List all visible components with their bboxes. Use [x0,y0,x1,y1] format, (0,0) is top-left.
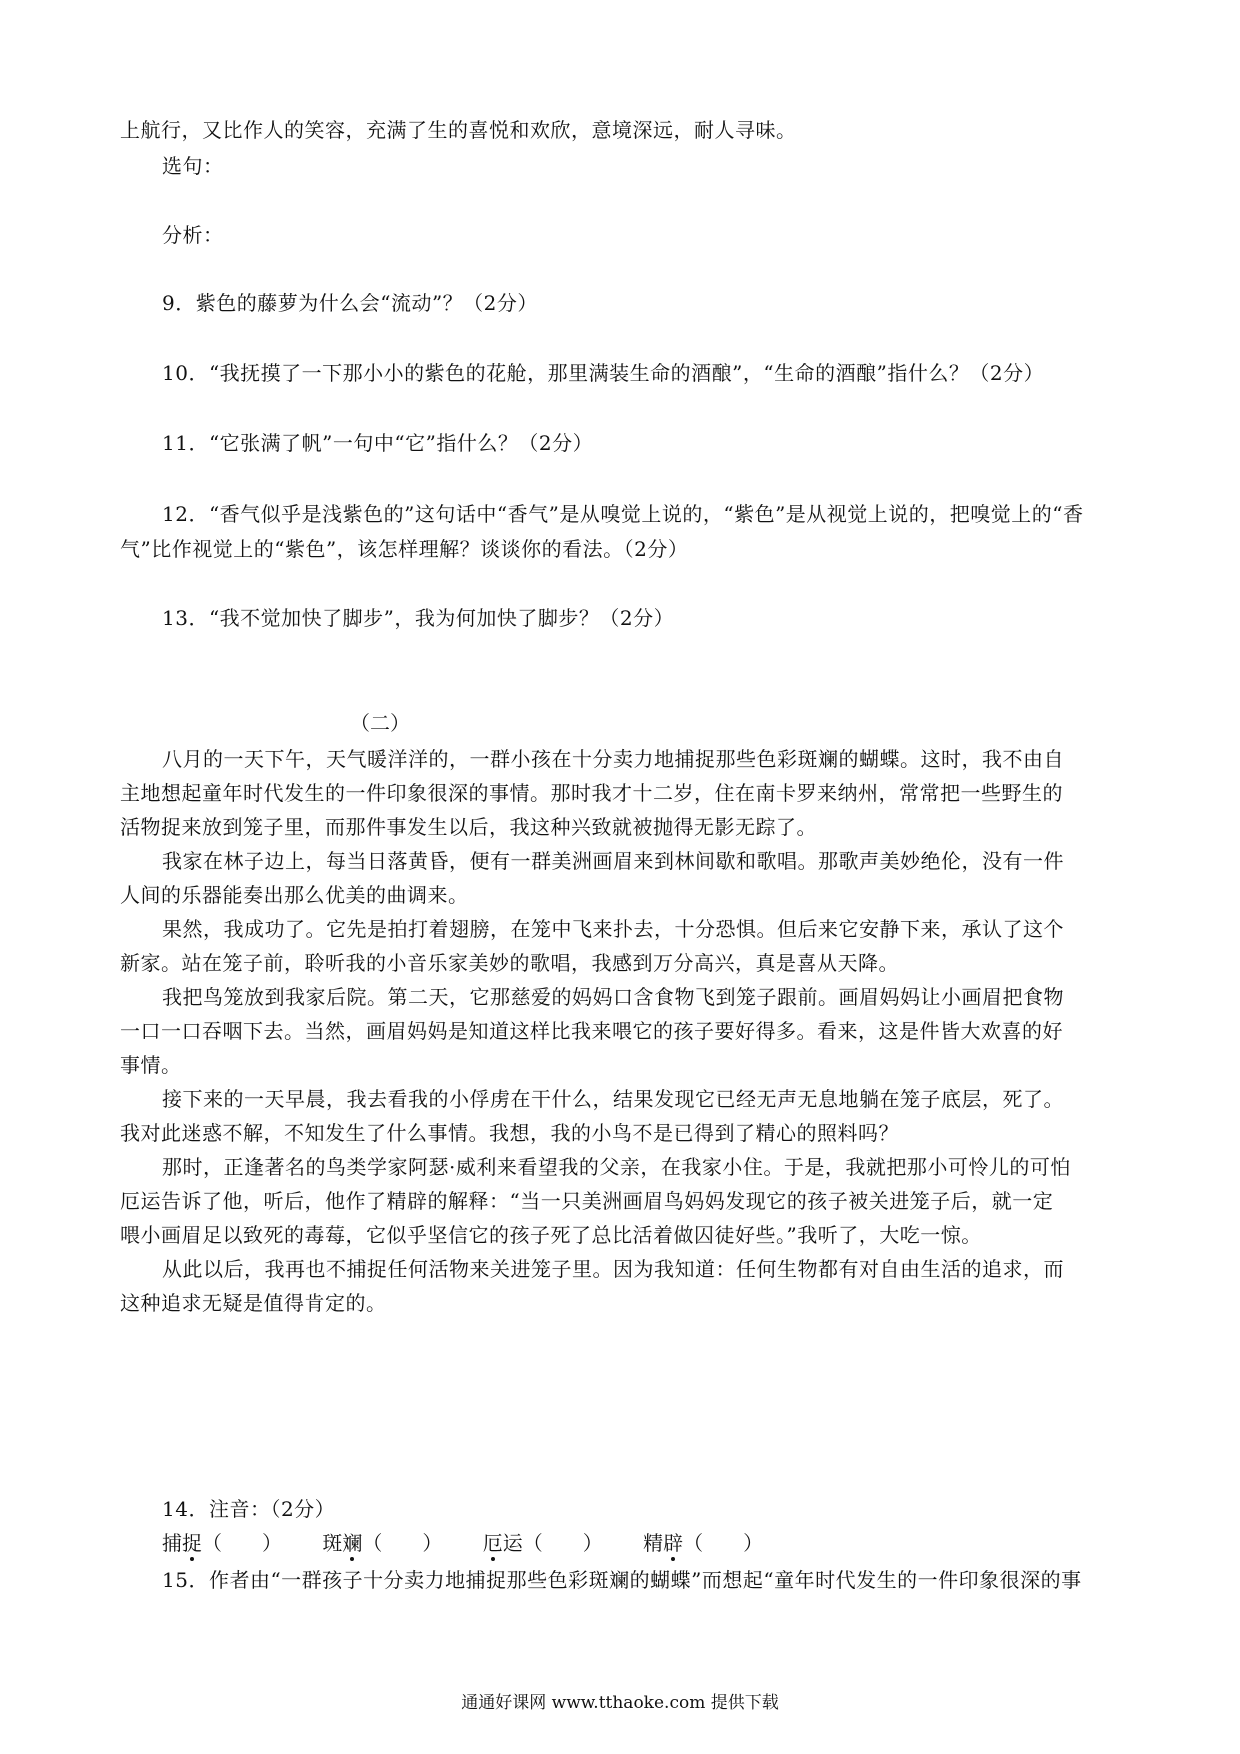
passage-line: 厄运告诉了他，听后，他作了精辟的解释：“当一只美洲画眉鸟妈妈发现它的孩子被关进笼子后，就一定 [120,1189,1054,1213]
passage-line: 从此以后，我再也不捕捉任何活物来关进笼子里。因为我知道：任何生物都有对自由生活的追求，而 [162,1257,1064,1281]
dotted-char: 厄 [482,1531,503,1555]
question-9: 9．紫色的藤萝为什么会“流动”？（2分） [162,291,538,315]
question-14-title: 14．注音：（2分） [162,1497,336,1521]
passage-line: 主地想起童年时代发生的一件印象很深的事情。那时我才十二岁，住在南卡罗来纳州，常常把一些野生的 [120,781,1063,805]
section-2-title: （二） [350,711,410,735]
pinyin-item-buzhuo [162,1530,282,1556]
question-11: 11．“它张满了帆”一句中“它”指什么？（2分） [162,431,594,455]
answer-blank: （ ） [202,1531,282,1555]
passage-line: 活物捉来放到笼子里，而那件事发生以后，我这种兴致就被抛得无影无踪了。 [120,815,817,839]
question-15: 15．作者由“一群孩子十分卖力地捕捉那些色彩斑斓的蝴蝶”而想起“童年时代发生的一件印象很深的事 [162,1568,1082,1592]
passage-line: 八月的一天下午，天气暖洋洋的，一群小孩在十分卖力地捕捉那些色彩斑斓的蝴蝶。这时，我不由自 [162,747,1064,771]
answer-blank: （ ） [362,1531,443,1555]
passage-line: 我家在林子边上，每当日落黄昏，便有一群美洲画眉来到林间歇和歌唱。那歌声美妙绝伦，没有一件 [162,849,1064,873]
dotted-char: 辟 [663,1531,684,1555]
answer-blank: （ ） [683,1531,764,1555]
question-14-pinyin-row [162,1530,797,1556]
pinyin-item-eyun [483,1530,603,1556]
passage-line: 一口一口吞咽下去。当然，画眉妈妈是知道这样比我来喂它的孩子要好得多。看来，这是件皆大欢喜的好 [120,1019,1063,1043]
question-12-line-1: 12．“香气似乎是浅紫色的”这句话中“香气”是从嗅觉上说的，“紫色”是从视觉上说的，把嗅觉上的“香 [162,502,1084,526]
passage-line: 那时，正逢著名的鸟类学家阿瑟·威利来看望我的父亲，在我家小住。于是，我就把那小可怜儿的可怕 [162,1155,1071,1179]
question-13: 13．“我不觉加快了脚步”，我为何加快了脚步？（2分） [162,606,675,630]
char: 捕 [162,1531,182,1555]
passage-line: 我对此迷惑不解，不知发生了什么事情。我想，我的小鸟不是已得到了精心的照料吗？ [120,1121,899,1145]
continuation-line: 上航行，又比作人的笑容，充满了生的喜悦和欢欣，意境深远，耐人寻味。 [120,118,797,142]
passage-line: 接下来的一天早晨，我去看我的小俘虏在干什么，结果发现它已经无声无息地躺在笼子底层，死了。 [162,1087,1064,1111]
passage-line: 喂小画眉足以致死的毒莓，它似乎坚信它的孩子死了总比活着做囚徒好些。”我听了，大吃一惊。 [120,1223,982,1247]
select-sentence-label: 选句： [162,154,224,178]
analysis-label: 分析： [162,223,224,247]
passage-line: 人间的乐器能奏出那么优美的曲调来。 [120,883,469,907]
passage-line: 事情。 [120,1053,182,1077]
pinyin-item-banlan [322,1530,442,1556]
char: 斑 [322,1531,343,1555]
passage-line: 新家。站在笼子前，聆听我的小音乐家美妙的歌唱，我感到万分高兴，真是喜从天降。 [120,951,899,975]
question-12-line-2: 气”比作视觉上的“紫色”，该怎样理解？谈谈你的看法。（2分） [120,537,689,561]
char: 精 [643,1531,664,1555]
passage-line: 我把鸟笼放到我家后院。第二天，它那慈爱的妈妈口含食物飞到笼子跟前。画眉妈妈让小画眉把食物 [162,985,1064,1009]
passage-line: 果然，我成功了。它先是拍打着翅膀，在笼中飞来扑去，十分恐惧。但后来它安静下来，承认了这个 [162,917,1064,941]
pinyin-item-jingpi [643,1530,763,1556]
footer-source: 通通好课网 www.tthaoke.com 提供下载 [461,1693,779,1713]
dotted-char: 捉 [182,1531,202,1555]
question-10: 10．“我抚摸了一下那小小的紫色的花舱，那里满装生命的酒酿”，“生命的酒酿”指什么？（2分） [162,361,1045,385]
answer-blank: （ ） [522,1531,603,1555]
dotted-char: 斓 [342,1531,363,1555]
passage-line: 这种追求无疑是值得肯定的。 [120,1291,387,1315]
char: 运 [502,1531,523,1555]
